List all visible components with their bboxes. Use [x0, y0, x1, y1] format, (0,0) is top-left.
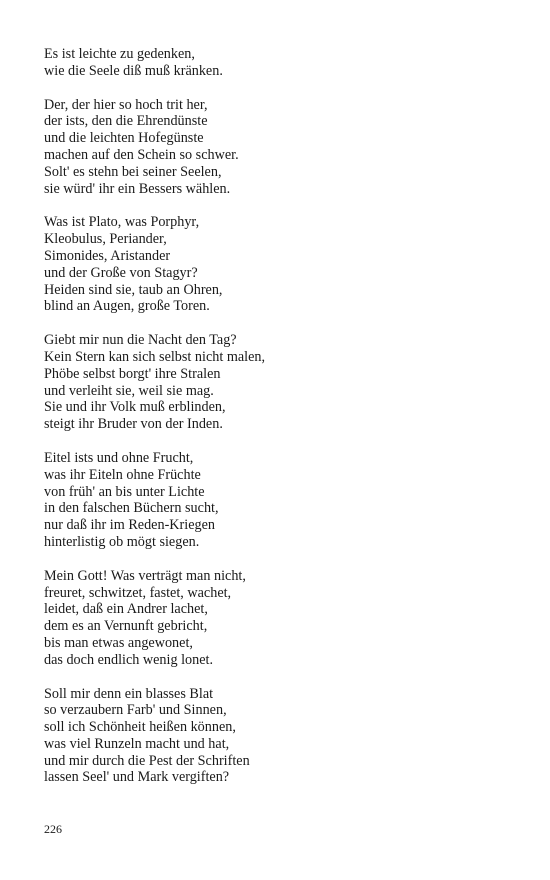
poem-line: Kleobulus, Periander, [44, 231, 167, 248]
poem-line: Was ist Plato, was Porphyr, [44, 214, 200, 231]
poem-line: sie würd' ihr ein Bessers wählen. [44, 180, 231, 197]
poem-line: hinterlistig ob mögt siegen. [44, 533, 200, 550]
poem-line: in den falschen Büchern sucht, [44, 500, 219, 517]
poem-line: das doch endlich wenig lonet. [44, 651, 214, 668]
poem-line: Der, der hier so hoch trit her, [44, 96, 208, 113]
poem-line: von früh' an bis unter Lichte [44, 483, 205, 500]
poem-line: freuret, schwitzet, fastet, wachet, [44, 584, 232, 601]
stanza-3 [44, 214, 514, 315]
poem-line: Es ist leichte zu gedenken, [44, 46, 195, 62]
stanza-6 [44, 568, 514, 669]
stanza-4 [44, 332, 514, 433]
poem-line: bis man etwas angewonet, [44, 634, 193, 651]
poem-body [44, 46, 514, 803]
poem-line: und mir durch die Pest der Schriften [44, 752, 250, 769]
poem-line: soll ich Schönheit heißen können, [44, 719, 236, 736]
poem-line: und die leichten Hofegünste [44, 130, 204, 147]
poem-line: dem es an Vernunft gebricht, [44, 618, 208, 635]
poem-line: Heiden sind sie, taub an Ohren, [44, 281, 223, 298]
poem-line: was ihr Eiteln ohne Früchte [44, 466, 201, 483]
poem-line: Sie und ihr Volk muß erblinden, [44, 399, 226, 416]
poem-line: wie die Seele diß muß kränken. [44, 62, 223, 79]
poem-line: so verzaubern Farb' und Sinnen, [44, 702, 227, 719]
poem-line: lassen Seel' und Mark vergiften? [44, 769, 230, 786]
poem-line: Eitel ists und ohne Frucht, [44, 449, 194, 466]
poem-line: nur daß ihr im Reden-Kriegen [44, 517, 215, 534]
poem-line: Soll mir denn ein blasses Blat [44, 685, 214, 702]
poem-line: Mein Gott! Was verträgt man nicht, [44, 567, 246, 584]
poem-line: der ists, den die Ehrendünste [44, 113, 208, 130]
poem-line: und der Große von Stagyr? [44, 264, 198, 281]
stanza-5 [44, 450, 514, 551]
poem-line: machen auf den Schein so schwer. [44, 146, 239, 163]
poem-line: Phöbe selbst borgt' ihre Stralen [44, 365, 221, 382]
stanza-7 [44, 686, 514, 787]
poem-line: und verleiht sie, weil sie mag. [44, 382, 214, 399]
poem-line: Kein Stern kan sich selbst nicht malen, [44, 348, 266, 365]
stanza-2 [44, 97, 514, 198]
poem-line: Simonides, Aristander [44, 247, 171, 264]
stanza-1 [44, 46, 514, 80]
poem-line: Solt' es stehn bei seiner Seelen, [44, 163, 222, 180]
poem-line: blind an Augen, große Toren. [44, 298, 210, 315]
poem-line: Giebt mir nun die Nacht den Tag? [44, 332, 237, 349]
page-number: 226 [44, 822, 62, 836]
poem-line: steigt ihr Bruder von der Inden. [44, 416, 223, 433]
poem-line: leidet, daß ein Andrer lachet, [44, 601, 208, 618]
poem-line: was viel Runzeln macht und hat, [44, 735, 230, 752]
